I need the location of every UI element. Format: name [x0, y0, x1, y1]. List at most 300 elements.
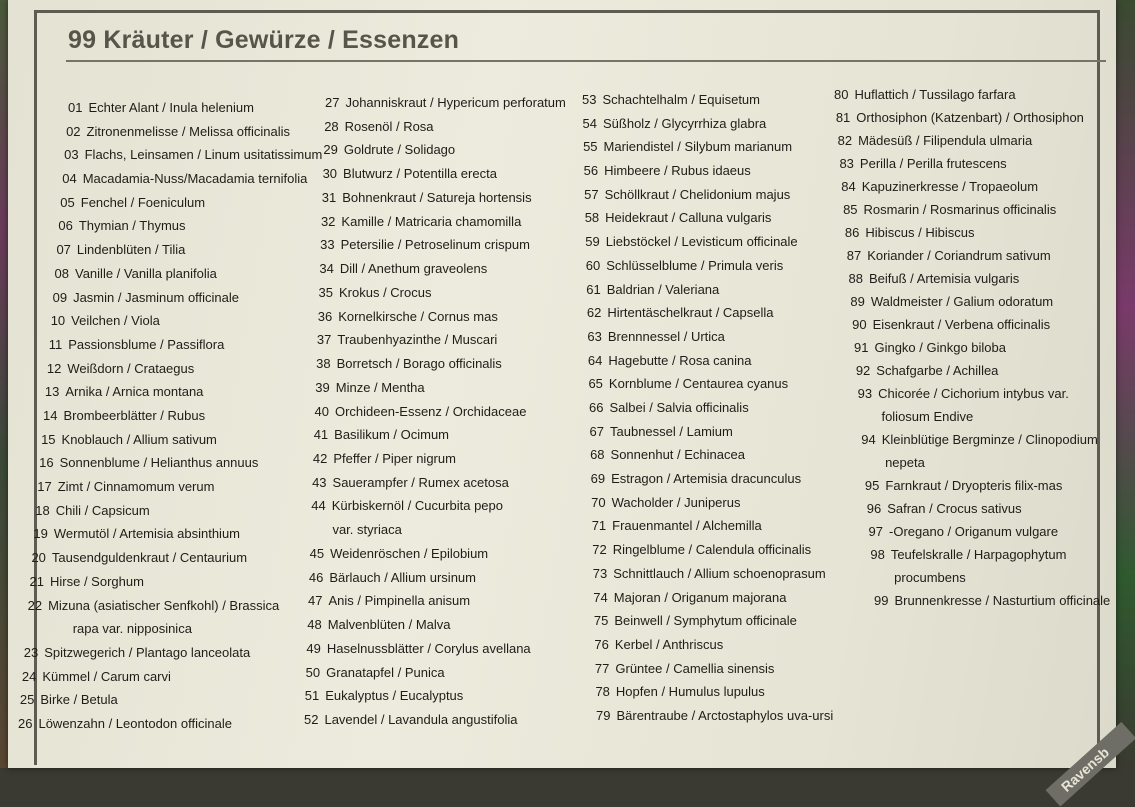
list-item: [594, 613, 797, 629]
item-number: 55: [583, 139, 598, 155]
list-item: [867, 501, 1022, 517]
list-item: [586, 258, 783, 274]
item-number: 52: [304, 712, 319, 727]
item-number: 01: [68, 100, 83, 115]
list-item: [838, 133, 1033, 149]
list-item: [861, 432, 1098, 448]
item-text: Kerbel / Anthriscus: [614, 636, 724, 652]
list-item: [311, 498, 503, 514]
list-item: [325, 95, 566, 111]
item-number: 56: [583, 163, 599, 179]
item-text: Vanille / Vanilla planifolia: [75, 265, 217, 281]
list-item: [306, 665, 445, 681]
list-item: [595, 684, 764, 700]
list-item: [306, 641, 530, 657]
item-number: 33: [320, 237, 335, 253]
list-item: [589, 400, 749, 416]
item-text: Salbei / Salvia officinalis: [609, 400, 749, 415]
item-number: 34: [319, 261, 334, 277]
item-number: 58: [584, 210, 600, 226]
list-item: [845, 225, 975, 241]
item-number: 51: [304, 688, 320, 704]
list-item: [592, 542, 811, 558]
item-number: 43: [312, 474, 327, 490]
item-number: 26: [18, 716, 33, 731]
item-text: Kornblume / Centaurea cyanus: [608, 376, 789, 392]
item-number: 36: [317, 308, 333, 324]
item-number: 22: [27, 597, 43, 613]
item-number: 16: [39, 455, 54, 471]
list-item: [22, 669, 171, 685]
list-item: [308, 593, 470, 609]
item-number: 02: [66, 123, 81, 139]
item-number: 18: [35, 502, 50, 518]
list-item: [312, 475, 509, 491]
item-text: Kümmel / Carum carvi: [42, 668, 171, 684]
item-number: 31: [321, 189, 337, 205]
list-item: [870, 547, 1066, 563]
item-number: 61: [586, 281, 601, 297]
item-text: Teufelskralle / Harpagophytum: [890, 547, 1067, 562]
item-number: 89: [850, 294, 865, 309]
list-item: [316, 356, 502, 372]
item-number: 08: [54, 265, 69, 281]
list-item: [841, 179, 1038, 195]
item-number: 84: [841, 179, 856, 194]
list-item: [315, 404, 527, 420]
item-text: Orchideen-Essenz / Orchidaceae: [334, 403, 527, 419]
list-item: [585, 234, 797, 250]
item-text: Himbeere / Rubus idaeus: [604, 163, 751, 179]
item-text: Weißdorn / Crataegus: [67, 360, 195, 376]
item-text: Granatapfel / Punica: [326, 664, 445, 680]
list-item: [62, 171, 307, 187]
item-number: 28: [324, 118, 339, 134]
list-item: [64, 147, 322, 163]
list-item: [865, 478, 1062, 494]
item-text: Beifuß / Artemisia vulgaris: [869, 271, 1020, 286]
item-number: 76: [594, 636, 609, 652]
item-text: Pfeffer / Piper nigrum: [333, 450, 456, 466]
list-item: [583, 116, 767, 132]
item-text: Malvenblüten / Malva: [327, 617, 451, 633]
item-number: 79: [596, 708, 611, 723]
item-text: Baldrian / Valeriana: [606, 281, 720, 297]
list-item: [585, 210, 772, 226]
list-item: [854, 340, 1006, 356]
item-text: Chili / Capsicum: [55, 502, 150, 518]
item-number: 71: [591, 518, 607, 534]
item-number: 72: [592, 542, 607, 558]
item-text: Bohnenkraut / Satureja hortensis: [342, 189, 532, 205]
list-item: [66, 124, 290, 140]
item-text: Knoblauch / Allium sativum: [61, 431, 217, 447]
list-item: [856, 363, 999, 379]
item-text: Majoran / Origanum majorana: [613, 589, 787, 605]
list-item: [35, 503, 149, 519]
item-text: Anis / Pimpinella anisum: [328, 593, 471, 609]
item-number: 98: [870, 547, 885, 562]
list-item: [582, 92, 760, 108]
item-text: Kürbiskernöl / Cucurbita pepo: [331, 498, 503, 514]
item-text: Liebstöckel / Levisticum officinale: [605, 234, 798, 250]
list-item: [313, 451, 456, 467]
paper-sheet: [8, 0, 1116, 795]
item-number: 24: [21, 668, 37, 684]
item-text: Lavendel / Lavandula angustifolia: [324, 712, 518, 727]
list-item: [18, 716, 232, 732]
item-text: Johanniskraut / Hypericum perforatum: [345, 95, 566, 110]
list-item: [309, 570, 476, 586]
item-number: 50: [305, 664, 321, 680]
list-item: [324, 119, 433, 135]
list-item: [584, 163, 751, 179]
item-number: 81: [835, 110, 851, 125]
item-text: Ringelblume / Calendula officinalis: [612, 542, 812, 558]
list-item: [583, 139, 792, 155]
item-number: 14: [43, 408, 58, 423]
item-text: Passionsblume / Passiflora: [68, 336, 225, 352]
item-text: Eisenkraut / Verbena officinalis: [872, 317, 1051, 332]
item-number: 75: [593, 613, 609, 629]
item-number: 67: [589, 423, 604, 439]
item-text: Taubnessel / Lamium: [610, 423, 733, 439]
list-item: [584, 187, 790, 203]
list-item: [58, 218, 185, 234]
item-number: 99: [874, 593, 889, 608]
item-text: Goldrute / Solidago: [343, 142, 456, 158]
item-number: 95: [864, 478, 880, 493]
item-number: 41: [313, 427, 329, 443]
item-number: 47: [308, 593, 323, 609]
item-text: Fenchel / Foeniculum: [80, 194, 206, 210]
item-number: 80: [834, 87, 849, 102]
item-number: 87: [846, 248, 862, 263]
item-number: 91: [854, 340, 869, 355]
item-number: 49: [306, 640, 321, 656]
item-number: 44: [311, 498, 326, 514]
list-item: [30, 574, 144, 590]
list-item: [587, 329, 725, 345]
item-text: Bärentraube / Arctostaphylos uva-ursi: [616, 708, 834, 723]
item-text: Echter Alant / Inula helenium: [88, 100, 254, 115]
item-number: 21: [29, 573, 44, 589]
item-text: Sonnenhut / Echinacea: [610, 447, 745, 463]
item-text: Petersilie / Petroselinum crispum: [340, 237, 530, 253]
item-text: Jasmin / Jasminum officinale: [73, 289, 240, 305]
list-item: [304, 712, 517, 728]
item-text: Basilikum / Ocimum: [334, 427, 450, 443]
item-text: Thymian / Thymus: [78, 218, 186, 234]
item-number: 57: [584, 186, 599, 202]
item-number: 54: [582, 115, 597, 131]
list-item: [593, 590, 786, 606]
item-number: 04: [62, 171, 77, 187]
item-number: 09: [52, 289, 68, 305]
list-item: [839, 156, 1006, 172]
item-text: Grüntee / Camellia sinensis: [615, 660, 775, 676]
item-text: Schöllkraut / Chelidonium majus: [604, 186, 791, 202]
item-number: 45: [309, 545, 325, 561]
item-text: Tausendguldenkraut / Centaurium: [51, 550, 248, 566]
item-number: 15: [41, 431, 56, 447]
item-number: 23: [23, 644, 39, 660]
item-text: Schachtelhalm / Equisetum: [602, 92, 760, 107]
item-number: 65: [588, 376, 603, 392]
list-item: [319, 285, 432, 301]
item-number: 86: [844, 225, 860, 240]
item-number: 70: [591, 494, 606, 510]
item-text: Blutwurz / Potentilla erecta: [343, 166, 497, 182]
list-item: [591, 495, 740, 511]
item-number: 96: [866, 501, 882, 516]
item-text: Lindenblüten / Tilia: [76, 242, 186, 258]
list-item: [595, 661, 774, 677]
list-item: [834, 87, 1016, 103]
list-item: [588, 376, 788, 392]
item-text: Weidenröschen / Epilobium: [330, 545, 489, 561]
list-item: [310, 546, 488, 562]
item-text: Birke / Betula: [40, 692, 118, 708]
item-number: 53: [582, 92, 597, 107]
item-number: 07: [56, 242, 71, 258]
item-number: 20: [31, 550, 46, 566]
item-text: Kornelkirsche / Cornus mas: [338, 308, 498, 324]
list-item: [843, 202, 1056, 218]
item-continuation: var. styriaca: [332, 522, 402, 538]
item-number: 63: [587, 328, 602, 344]
item-text: Zimt / Cinnamomum verum: [57, 479, 215, 495]
item-text: Brunnenkresse / Nasturtium officinale: [894, 593, 1111, 608]
item-number: 83: [839, 156, 854, 171]
list-item: [323, 142, 455, 158]
item-number: 90: [852, 317, 867, 332]
item-text: Brennnessel / Urtica: [607, 328, 725, 344]
item-number: 37: [316, 332, 332, 348]
item-number: 93: [857, 386, 873, 401]
item-text: Mädesüß / Filipendula ulmaria: [858, 133, 1033, 148]
list-item: [317, 332, 497, 348]
item-text: Kamille / Matricaria chamomilla: [341, 213, 522, 229]
list-item: [53, 290, 239, 306]
item-text: Macadamia-Nuss/Macadamia ternifolia: [82, 171, 308, 187]
list-item: [593, 566, 826, 582]
item-number: 74: [593, 589, 608, 605]
item-text: Sonnenblume / Helianthus annuus: [59, 455, 259, 471]
item-number: 46: [308, 569, 324, 585]
item-number: 39: [315, 379, 330, 395]
item-number: 32: [320, 213, 336, 229]
list-item: [305, 688, 464, 704]
item-text: Spitzwegerich / Plantago lanceolata: [44, 644, 251, 660]
item-text: Hibiscus / Hibiscus: [865, 225, 975, 240]
list-item: [47, 361, 194, 377]
list-item: [592, 518, 762, 534]
item-number: 77: [594, 660, 610, 676]
list-item: [60, 195, 205, 211]
list-item: [874, 593, 1110, 609]
item-text: Hagebutte / Rosa canina: [608, 352, 752, 368]
item-text: Flachs, Leinsamen / Linum usitatissimum: [84, 147, 323, 163]
list-item: [852, 317, 1050, 333]
item-number: 12: [46, 360, 62, 376]
item-number: 69: [590, 471, 606, 487]
list-item: [596, 708, 833, 724]
item-text: Eukalyptus / Eucalyptus: [325, 688, 464, 704]
list-item: [68, 100, 254, 116]
item-number: 03: [64, 147, 79, 163]
item-text: Safran / Crocus sativus: [887, 501, 1022, 516]
item-continuation: procumbens: [894, 570, 966, 585]
item-number: 48: [307, 617, 322, 633]
item-text: Bärlauch / Allium ursinum: [329, 569, 476, 585]
item-number: 30: [322, 166, 338, 182]
item-number: 64: [587, 352, 603, 368]
list-item: [320, 237, 530, 253]
item-number: 68: [590, 447, 605, 463]
item-text: Rosmarin / Rosmarinus officinalis: [863, 202, 1057, 217]
list-item: [41, 432, 217, 448]
item-text: Mizuna (asiatischer Senfkohl) / Brassica: [48, 597, 280, 613]
item-text: Hopfen / Humulus lupulus: [615, 684, 765, 700]
item-text: -Oregano / Origanum vulgare: [889, 524, 1059, 539]
brand-logo: Ravensb: [1045, 722, 1135, 807]
item-text: Gingko / Ginkgo biloba: [874, 340, 1006, 355]
title-divider: [66, 60, 1106, 62]
item-number: 13: [44, 384, 60, 400]
list-item: [318, 309, 498, 325]
list-item: [37, 479, 214, 495]
list-item: [588, 353, 752, 369]
item-number: 10: [50, 313, 66, 329]
item-number: 42: [312, 450, 328, 466]
item-number: 73: [592, 565, 608, 581]
item-number: 82: [837, 133, 853, 148]
item-number: 66: [589, 400, 604, 415]
item-number: 40: [314, 403, 329, 419]
item-text: Kleinblütige Bergminze / Clinopodium: [881, 432, 1098, 447]
item-number: 38: [316, 356, 331, 372]
item-text: Chicorée / Cichorium intybus var.: [878, 386, 1069, 401]
item-text: Huflattich / Tussilago farfara: [854, 87, 1016, 102]
list-item: [591, 471, 802, 487]
list-item: [307, 617, 450, 633]
list-item: [39, 455, 258, 471]
list-item: [56, 242, 185, 258]
item-text: Veilchen / Viola: [71, 313, 160, 329]
item-number: 59: [585, 234, 600, 250]
list-item: [847, 248, 1051, 264]
item-number: 85: [843, 202, 858, 217]
item-text: Brombeerblätter / Rubus: [63, 408, 206, 423]
page-title: 99 Kräuter / Gewürze / Essenzen: [68, 26, 460, 54]
list-item: [28, 598, 280, 614]
list-item: [55, 266, 217, 282]
list-item: [45, 384, 204, 400]
list-item: [321, 214, 521, 230]
item-text: Frauenmantel / Alchemilla: [612, 518, 762, 534]
list-item: [590, 447, 745, 463]
list-item: [24, 645, 250, 661]
list-item: [315, 380, 424, 396]
item-text: Hirtentäschelkraut / Capsella: [607, 305, 774, 321]
item-continuation: rapa var. nipposinica: [72, 621, 192, 637]
item-number: 29: [323, 142, 338, 158]
item-number: 88: [848, 271, 863, 286]
list-item: [20, 692, 118, 708]
item-text: Farnkraut / Dryopteris filix-mas: [885, 478, 1063, 493]
item-number: 27: [325, 95, 340, 110]
item-text: Wacholder / Juniperus: [611, 494, 741, 510]
item-text: Schnittlauch / Allium schoenoprasum: [613, 565, 826, 581]
item-number: 11: [48, 336, 63, 352]
item-text: Krokus / Crocus: [339, 284, 432, 300]
item-continuation: nepeta: [885, 455, 925, 470]
item-text: Sauerampfer / Rumex acetosa: [332, 474, 509, 490]
item-number: 05: [60, 194, 75, 210]
item-number: 35: [318, 284, 333, 300]
list-item: [323, 166, 497, 182]
item-text: Kapuzinerkresse / Tropaeolum: [861, 179, 1039, 194]
list-item: [33, 526, 240, 542]
list-item: [314, 427, 449, 443]
item-text: Hirse / Sorghum: [50, 573, 144, 589]
item-text: Rosenöl / Rosa: [344, 118, 434, 134]
item-number: 94: [861, 432, 876, 447]
item-text: Estragon / Artemisia dracunculus: [611, 471, 802, 487]
item-number: 06: [58, 218, 73, 234]
item-number: 78: [595, 684, 610, 700]
list-item: [319, 261, 487, 277]
item-text: Mariendistel / Silybum marianum: [603, 139, 793, 155]
item-text: Dill / Anethum graveolens: [339, 261, 488, 277]
item-text: Beinwell / Symphytum officinale: [614, 613, 797, 629]
list-item: [858, 386, 1069, 402]
item-number: 25: [19, 692, 35, 708]
list-item: [51, 313, 160, 329]
item-text: Arnika / Arnica montana: [65, 384, 204, 400]
item-text: Wermutöl / Artemisia absinthium: [53, 526, 241, 542]
list-item: [43, 408, 205, 424]
item-text: Minze / Mentha: [335, 379, 425, 395]
item-text: Zitronenmelisse / Melissa officinalis: [86, 123, 291, 139]
list-item: [849, 271, 1020, 287]
item-continuation: foliosum Endive: [881, 409, 974, 424]
item-text: Koriander / Coriandrum sativum: [867, 248, 1051, 263]
list-item: [869, 524, 1059, 540]
list-item: [31, 550, 247, 566]
list-item: [587, 305, 774, 321]
item-text: Traubenhyazinthe / Muscari: [337, 332, 498, 348]
item-text: Heidekraut / Calluna vulgaris: [605, 210, 772, 226]
item-text: Süßholz / Glycyrrhiza glabra: [603, 115, 767, 131]
item-text: Borretsch / Borago officinalis: [336, 356, 502, 372]
list-item: [49, 337, 225, 353]
item-text: Orthosiphon (Katzenbart) / Orthosiphon: [856, 110, 1084, 125]
item-text: Waldmeister / Galium odoratum: [870, 294, 1054, 309]
list-item: [850, 294, 1053, 310]
item-text: Perilla / Perilla frutescens: [859, 156, 1007, 171]
item-text: Schlüsselblume / Primula veris: [606, 257, 784, 273]
item-number: 19: [33, 526, 48, 542]
item-number: 92: [855, 363, 871, 378]
list-item: [322, 190, 532, 206]
item-text: Haselnussblätter / Corylus avellana: [326, 640, 531, 656]
item-number: 62: [586, 305, 602, 321]
item-text: Löwenzahn / Leontodon officinale: [38, 716, 232, 731]
item-number: 60: [585, 257, 601, 273]
item-number: 17: [37, 479, 52, 495]
